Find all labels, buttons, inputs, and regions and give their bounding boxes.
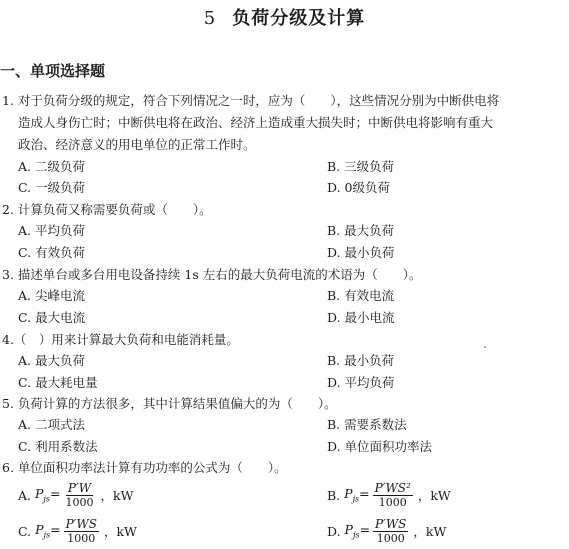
question-2-option-a: A. 平均负荷 [18, 223, 85, 238]
question-1-line-2: 造成人身伤亡时；中断供电将在政治、经济上造成重大损失时；中断供电将影响有重大 [18, 115, 494, 130]
numerator: P′WS [65, 517, 97, 531]
question-1-option-b: B. 三级负荷 [327, 159, 395, 174]
question-5-option-c: C. 利用系数法 [18, 439, 98, 454]
option-label: A. [18, 487, 32, 503]
chapter-number: 5 [203, 8, 217, 29]
question-3-line-1: 3. 描述单台或多台用电设备持续 1s 左右的最大负荷电流的术语为（ ）。 [2, 267, 422, 282]
question-5-option-b: B. 需要系数法 [327, 417, 407, 432]
speck-mark [484, 346, 486, 348]
question-4-option-b: B. 最小负荷 [327, 353, 395, 368]
question-4-option-d: D. 平均负荷 [327, 375, 395, 390]
denominator: 1000 [378, 496, 407, 509]
question-3-option-b: B. 有效电流 [327, 288, 395, 303]
option-label: C. [18, 523, 32, 539]
question-1-line-3: 政治、经济意义的用电单位的正常工作时。 [18, 137, 256, 152]
fraction [373, 481, 413, 509]
formula-lhs: $P_{js}=$ [35, 486, 61, 504]
denominator: 1000 [376, 532, 405, 545]
question-6-option-b [327, 481, 451, 509]
question-4-option-a: A. 最大负荷 [18, 353, 85, 368]
question-1-option-c: C. 一级负荷 [18, 180, 86, 195]
question-1-line-1: 1. 对于负荷分级的规定，符合下列情况之一时，应为（ ），这些情况分别为中断供电将 [2, 93, 500, 108]
question-6-option-d [327, 517, 446, 545]
chapter-title [0, 4, 569, 30]
question-1-option-d: D. 0级负荷 [327, 180, 390, 195]
numerator: P′W [67, 481, 92, 495]
option-label: D. [327, 523, 341, 539]
formula-lhs: $P_{js}=$ [344, 522, 371, 540]
question-3-option-c: C. 最大电流 [18, 310, 86, 325]
question-6-option-c [18, 517, 137, 545]
question-2-option-c: C. 有效负荷 [18, 245, 86, 260]
question-5-option-a: A. 二项式法 [18, 417, 85, 432]
denominator: 1000 [67, 532, 96, 545]
unit: ，kW [413, 524, 447, 539]
question-5-option-d: D. 单位面积功率法 [327, 439, 433, 454]
question-5-line-1: 5. 负荷计算的方法很多，其中计算结果值偏大的为（ ）。 [2, 396, 337, 411]
question-4-option-c: C. 最大耗电量 [18, 375, 98, 390]
question-6-option-a [18, 481, 133, 509]
question-3-option-a: A. 尖峰电流 [18, 288, 85, 303]
question-4-line-1: 4.（ ）用来计算最大负荷和电能消耗量。 [2, 332, 239, 347]
question-2-option-b: B. 最大负荷 [327, 223, 395, 238]
fraction [64, 481, 96, 509]
fraction [373, 517, 408, 545]
question-2-option-d: D. 最小负荷 [327, 245, 395, 260]
unit: ，kW [417, 488, 451, 503]
chapter-name: 负荷分级及计算 [232, 8, 366, 29]
formula-lhs: $P_{js}=$ [344, 486, 370, 504]
numerator: P′WS [375, 517, 407, 531]
numerator: P′WS² [374, 481, 411, 495]
unit: ，kW [100, 488, 134, 503]
section-heading: 一、单项选择题 [0, 62, 106, 80]
question-3-option-d: D. 最小电流 [327, 310, 395, 325]
question-1-option-a: A. 二级负荷 [18, 159, 85, 174]
unit: ，kW [103, 524, 137, 539]
question-2-line-1: 2. 计算负荷又称需要负荷或（ ）。 [2, 202, 212, 217]
question-6-line-1: 6. 单位面积功率法计算有功功率的公式为（ ）。 [2, 460, 287, 475]
formula-lhs: $P_{js}=$ [35, 522, 61, 540]
denominator: 1000 [65, 496, 94, 509]
option-label: B. [327, 487, 341, 503]
fraction [64, 517, 99, 545]
